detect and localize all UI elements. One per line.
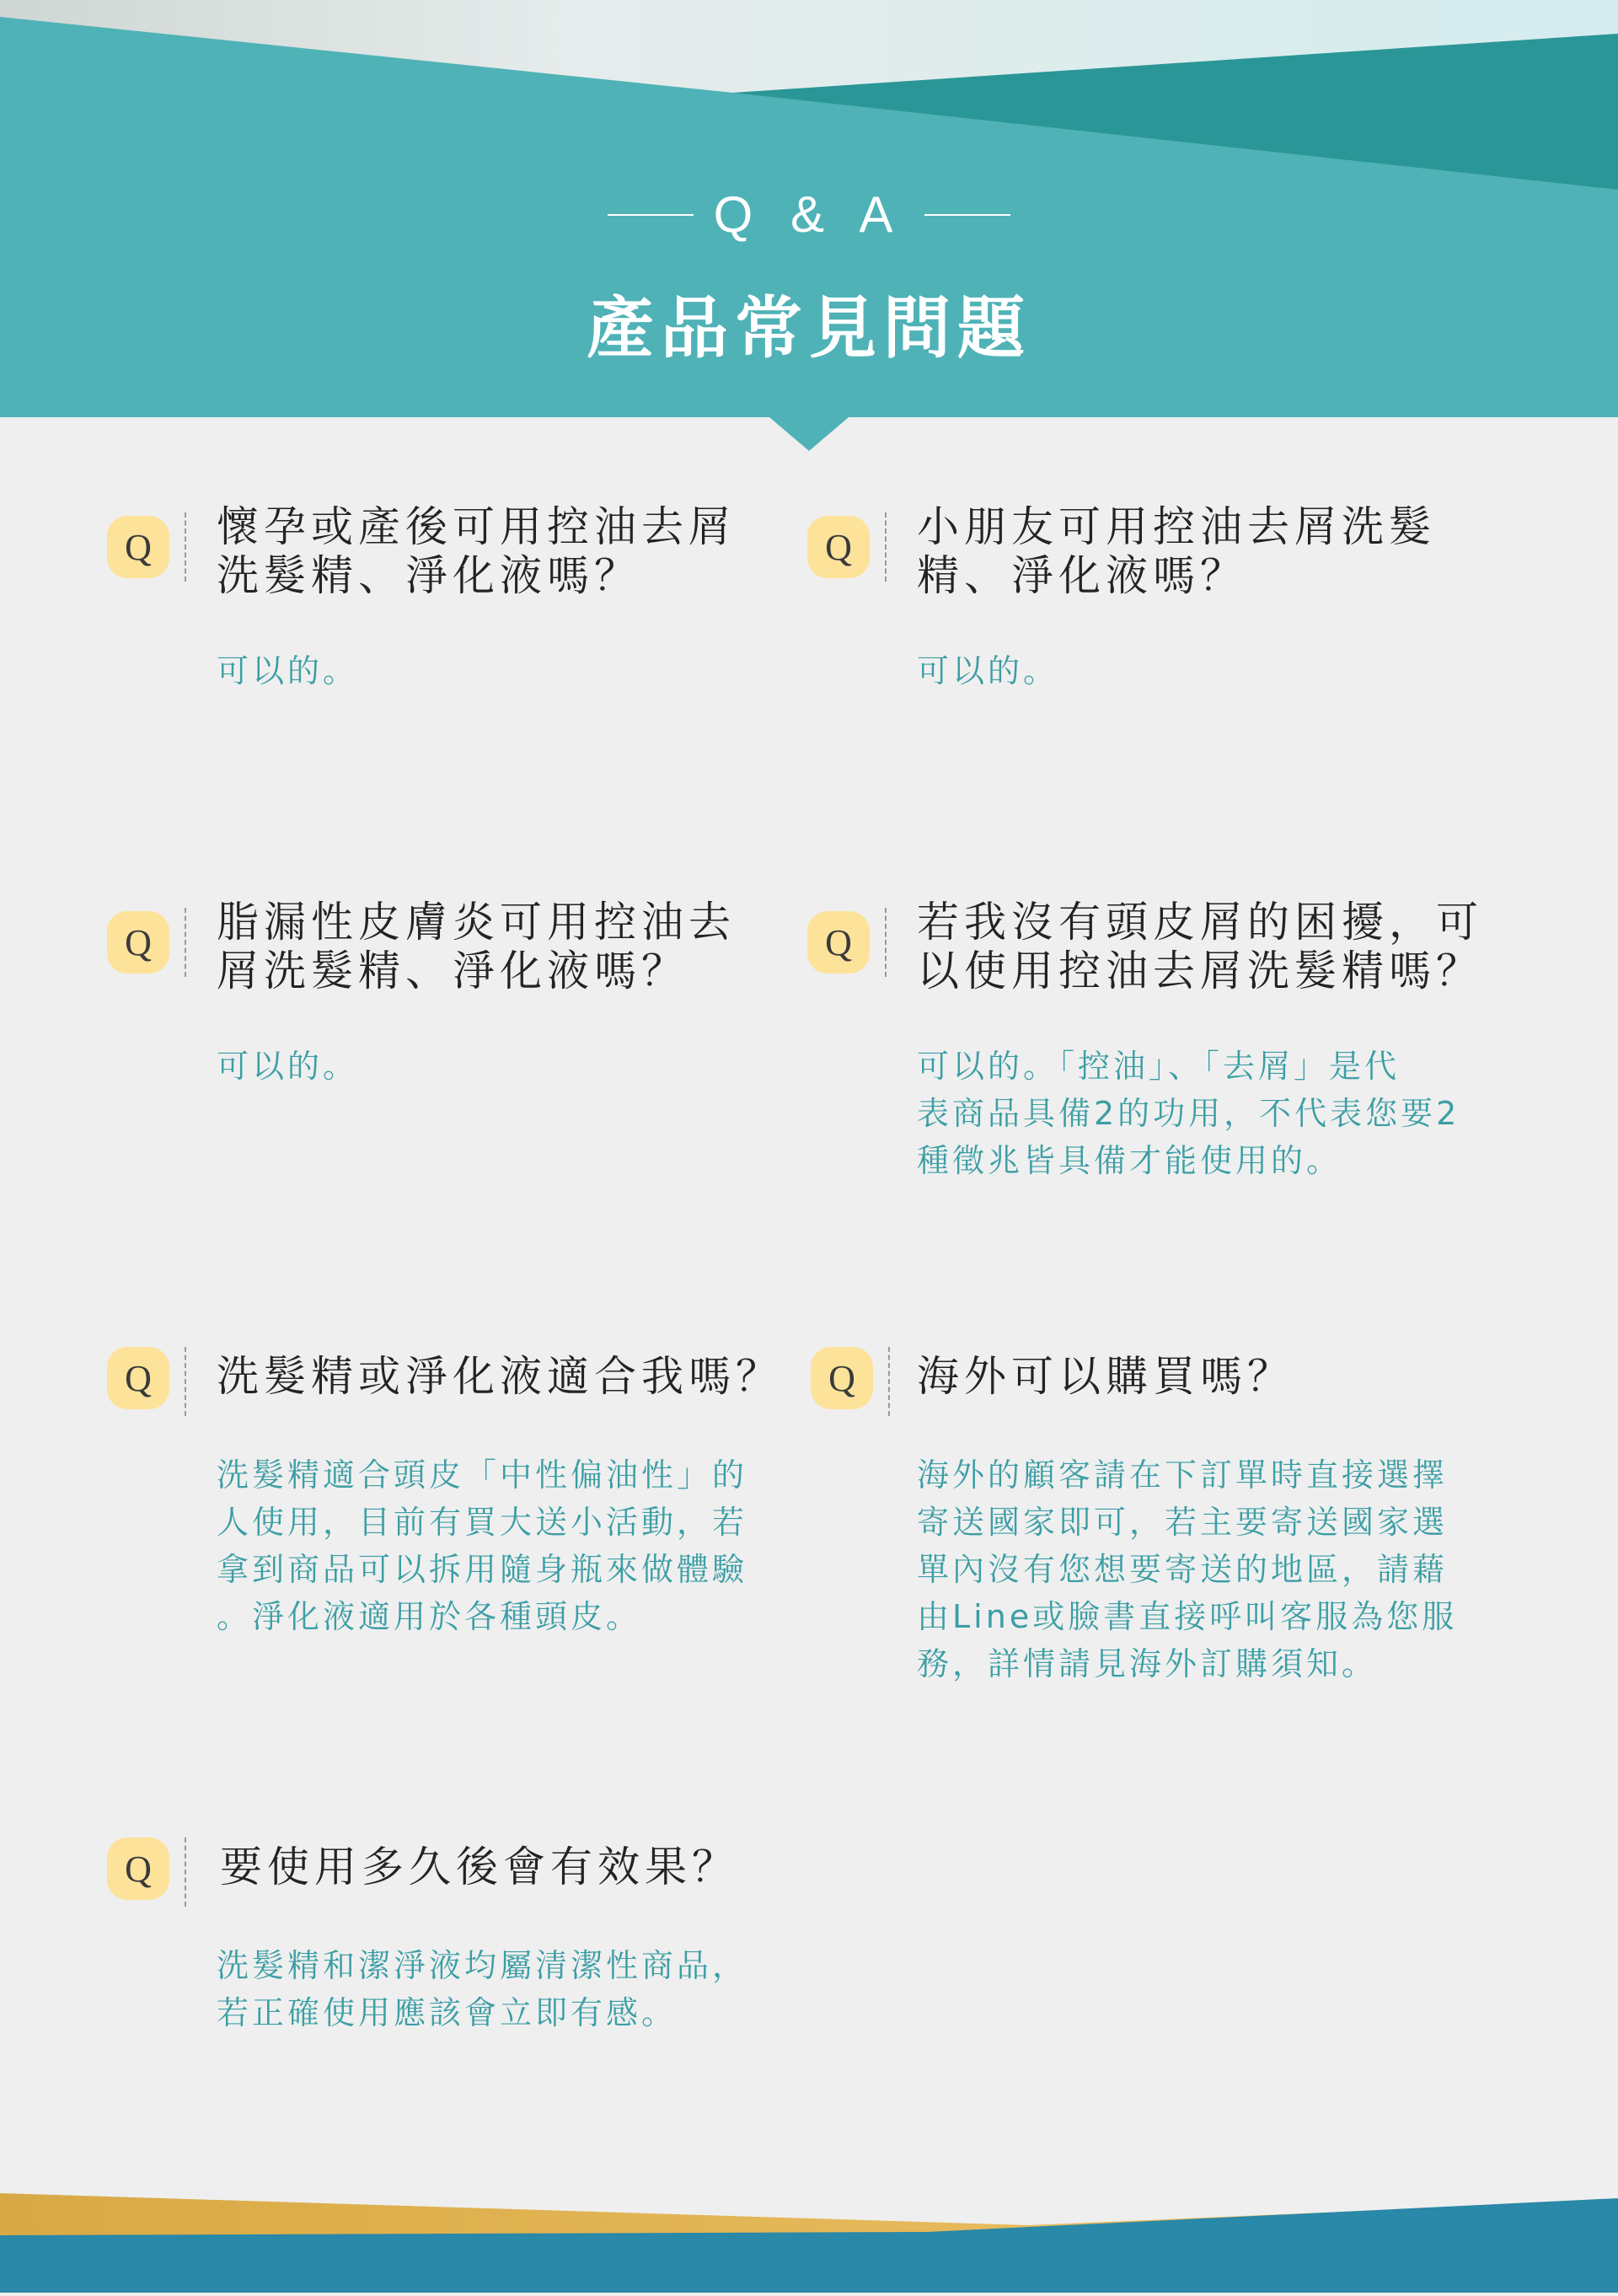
question-separator [185, 908, 186, 977]
faq-item-suitability [107, 1347, 806, 1650]
faq-answer: 可以的。「控油」、「去屑」是代 表商品具備2的功用，不代表您要2 種徵兆皆具備才能使用的。 [917, 1048, 1460, 1179]
faq-question: 洗髮精或淨化液適合我嗎？ [217, 1352, 783, 1401]
qa-left-rule [608, 214, 694, 216]
qa-label-text: Q & A [713, 186, 905, 243]
faq-question: 若我沒有頭皮屑的困擾，可 以使用控油去屑洗髮精嗎？ [917, 898, 1483, 995]
question-separator [185, 512, 186, 582]
faq-item-children [807, 502, 1507, 755]
faq-item-effect-time [107, 1837, 806, 2057]
qa-right-rule [924, 214, 1010, 216]
faq-answer: 洗髮精和潔淨液均屬清潔性商品， 若正確使用應該會立即有感。 [217, 1947, 748, 2031]
qa-label [0, 185, 1618, 244]
footer-graphic [0, 2183, 1618, 2293]
faq-question: 海外可以購買嗎？ [917, 1352, 1294, 1401]
question-separator [888, 1347, 890, 1416]
faq-answer: 洗髮精適合頭皮「中性偏油性」的 人使用，目前有買大送小活動，若 拿到商品可以拆用隨身瓶來做體驗 。淨化液適用於各種頭皮。 [217, 1456, 748, 1635]
q-badge: Q [807, 516, 870, 578]
q-badge: Q [807, 911, 870, 974]
faq-item-pregnancy [107, 502, 806, 755]
faq-question: 脂漏性皮膚炎可用控油去 屑洗髮精、淨化液嗎？ [217, 898, 736, 995]
faq-item-overseas [811, 1347, 1507, 1684]
faq-item-seborrheic-dermatitis [107, 898, 806, 1151]
question-separator [185, 1837, 186, 1907]
faq-answer: 海外的顧客請在下訂單時直接選擇 寄送國家即可，若主要寄送國家選 單內沒有您想要寄送的地區，請藉 由Line或臉書直接呼叫客服為您服 務，詳情請見海外訂購須知。 [917, 1456, 1458, 1682]
header-banner [0, 0, 1618, 455]
faq-answer: 可以的。 [917, 652, 1059, 689]
q-badge: Q [811, 1347, 873, 1409]
faq-answer: 可以的。 [217, 652, 359, 689]
footer-band [0, 2183, 1618, 2293]
page-title: 產品常見問題 [587, 289, 1031, 367]
faq-answer: 可以的。 [217, 1048, 359, 1085]
faq-question: 懷孕或產後可用控油去屑 洗髮精、淨化液嗎？ [217, 502, 736, 600]
q-badge: Q [107, 516, 169, 578]
q-badge: Q [107, 911, 169, 974]
q-badge: Q [107, 1347, 169, 1409]
question-separator [185, 1347, 186, 1416]
faq-question: 要使用多久後會有效果？ [220, 1843, 739, 1891]
faq-item-no-dandruff [807, 898, 1507, 1201]
question-separator [885, 512, 887, 582]
q-badge: Q [107, 1837, 169, 1900]
faq-question: 小朋友可用控油去屑洗髮 精、淨化液嗎？ [917, 502, 1436, 600]
question-separator [885, 908, 887, 977]
